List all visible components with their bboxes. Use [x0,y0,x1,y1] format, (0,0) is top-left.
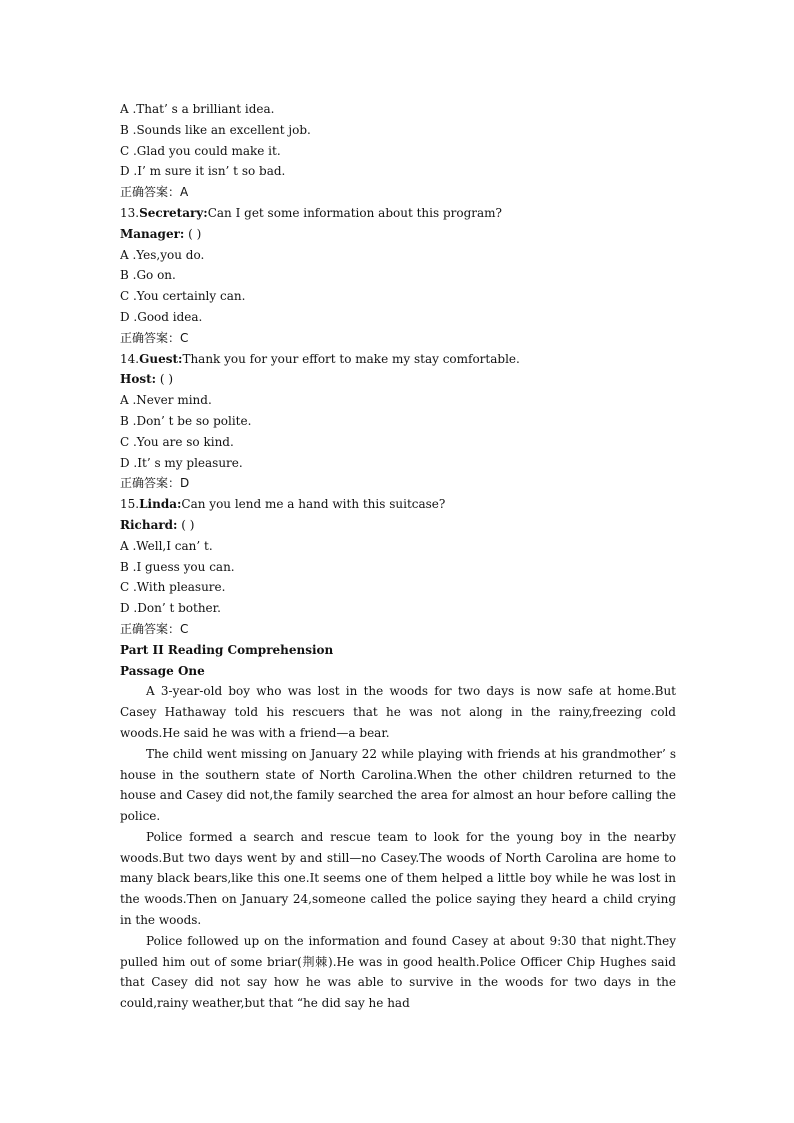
q13-option-d: D .Good idea. [120,309,203,324]
q14-response [120,369,676,390]
q15-line-1: Can you lend me a hand with this suitcase? [181,497,446,512]
passage-paragraph-2: The child went missing on January 22 while playing with friends at his grandmother’ s house in the southern state of North Carolina.When the other children returned to the house and Casey did not,the family searched the area for almost an hour before calling the police. [120,746,676,824]
q13-option-b: B .Go on. [120,268,176,283]
question-12-block [120,99,676,203]
q13-blank: ( ) [184,226,202,241]
q14-blank: ( ) [156,372,174,387]
q15-number: 15. [120,497,140,512]
passage-body [120,681,676,1014]
q12-option-b: B .Sounds like an excellent job. [120,122,311,137]
q15-blank: ( ) [177,517,195,532]
q12-option-c: C .Glad you could make it. [120,143,281,158]
part-2-title: Part II Reading Comprehension [120,642,334,657]
q15-prompt [120,494,676,515]
q14-prompt [120,349,676,370]
part-2-section [120,640,676,1014]
document-page [120,99,676,1014]
q13-prompt [120,203,676,224]
q15-response [120,515,676,536]
q13-line-1: Can I get some information about this program? [207,205,502,220]
q15-option-a: A .Well,I can’ t. [120,538,213,553]
q14-option-a: A .Never mind. [120,393,212,408]
passage-paragraph-4: Police followed up on the information and found Casey at about 9:30 that night.They pulled him out of some briar(荆棘).He was in good health.Police Officer Chip Hughes said that Casey did not say how he was able to survive in the woods for two days in the could,rainy weather,but that “he did say he had [120,933,676,1011]
passage-title: Passage One [120,663,205,678]
q13-number: 13. [120,205,140,220]
q14-line-1: Thank you for your effort to make my stay comfortable. [182,351,520,366]
q13-answer: 正确答案：C [120,330,189,345]
q15-option-d: D .Don’ t bother. [120,601,221,616]
q13-speaker-2: Manager: [120,226,185,241]
q15-speaker-2: Richard: [120,517,178,532]
question-13-block [120,203,676,349]
q13-option-c: C .You certainly can. [120,289,246,304]
q15-option-b: B .I guess you can. [120,559,235,574]
q12-option-a: A .That’ s a brilliant idea. [120,102,275,116]
passage-paragraph-1: A 3-year-old boy who was lost in the woods for two days is now safe at home.But Casey Hathaway told his rescuers that he was not along in the rainy,freezing cold woods.He said he was with a friend—a bear. [120,684,676,740]
passage-paragraph-3: Police formed a search and rescue team to look for the young boy in the nearby woods.But two days went by and still—no Casey.The woods of North Carolina are home to many black bears,like this one.It seems one of them helped a little boy while he was lost in the woods.Then on January 24,someone called the police saying they heard a child crying in the woods. [120,829,676,928]
question-15-block [120,494,676,640]
q13-speaker-1: Secretary: [139,205,208,220]
q14-speaker-1: Guest: [139,351,183,366]
q12-answer: 正确答案：A [120,185,189,200]
question-14-block [120,349,676,495]
q14-option-b: B .Don’ t be so polite. [120,413,252,428]
q14-option-d: D .It’ s my pleasure. [120,455,243,470]
q13-option-a: A .Yes,you do. [120,247,205,262]
q15-option-c: C .With pleasure. [120,580,226,595]
q15-speaker-1: Linda: [139,497,182,512]
q15-answer: 正确答案：C [120,621,189,636]
q14-number: 14. [120,351,140,366]
q14-option-c: C .You are so kind. [120,434,234,449]
q14-answer: 正确答案：D [120,476,190,491]
q13-response [120,224,676,245]
q14-speaker-2: Host: [120,372,157,387]
q12-option-d: D .I’ m sure it isn’ t so bad. [120,164,286,179]
